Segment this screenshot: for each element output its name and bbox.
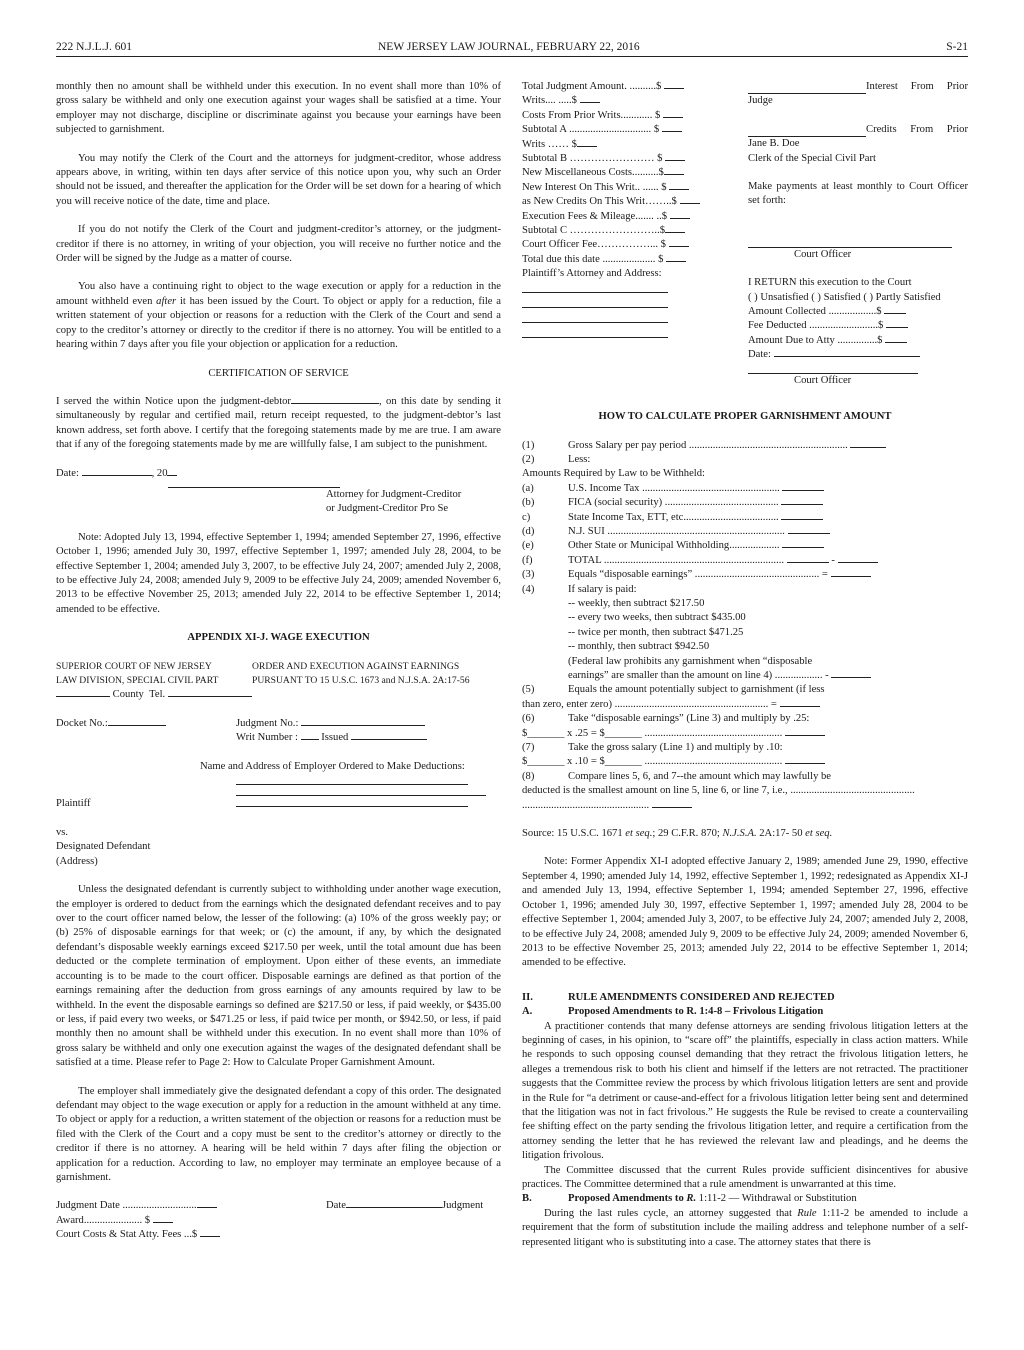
subsection-heading: A. Proposed Amendments to R. 1:4-8 – Frivolous Litigation <box>522 1006 824 1018</box>
county-line: County Tel. <box>56 688 501 702</box>
issued-label: Issued <box>321 732 349 744</box>
date-label: Date <box>326 1200 346 1212</box>
judgment-label: Judgment <box>442 1200 484 1212</box>
paragraph: The employer shall immediately give the designated defendant a copy of this order. The designated defendant may object to the wage execution or apply for a reduction in the amount withheld at any time. To object or apply for a reduction, a written statement of the objection or reasons for a reduction must be filed with the Clerk of the Court and a copy must be sent to the creditor’s attorney or directly to the creditor if there is no attorney. A hearing will be held within 7 days after filing the objection or application for a reduction. According to law, no employer may terminate an employee because of a garnishment. <box>56 1085 501 1183</box>
paragraph: If you do not notify the Clerk of the Court and judgment-creditor’s attorney, or the judgment-creditor if there is no attorney, in writing of your objection, you will receive no further notice and the Order will be signed by the Judge as a matter of course. <box>56 224 501 265</box>
order-title: ORDER AND EXECUTION AGAINST EARNINGS <box>252 660 460 672</box>
court-name: SUPERIOR COURT OF NEW JERSEY <box>56 660 212 672</box>
calculation-steps: (1) Gross Salary per pay period ............................................................ (2) Less: Amounts Required by Law to be Withheld: (a) U.S. Income Tax .................................................... (b) FICA (social security) ........................................... c) State Income Tax, ETT, etc.................................... (d) N.J. SUI ................................................................... (e) Other State or Municipal Withholding................... (f) TOTAL .................................................................... - (3) Equals “disposable earnings” ............................................... = (4) If salary is paid: -- weekly, then subtract $217.50 -- every two weeks, then subtract $435.00 -- twice per month, then subtract $471.25 -- monthly, then subtract $942.50 (Federal law prohibits any garnishment when “disposable earnings” are smaller than the amount on line 4) .................. - (5) Equals the amount potentially subject to garnishment (if less than zero, enter zero) .......................................................... = (6) Take “disposable earnings” (Line 3) and multiply by .25: $_______ x .25 = $_______ .................................................... (7) Take the gross salary (Line 1) and multiply by .10: $_______ x .10 = $_______ .................................................... (8) Compare lines 5, 6, and 7--the amount which may lawfully be deducted is the smallest amount on line 5, line 6, or line 7, i.e., ............................................... ................................................ <box>522 439 968 814</box>
date-line: Date: , 20 <box>56 467 501 481</box>
employer-label: Name and Address of Employer Ordered to Make Deductions: <box>200 760 465 772</box>
paragraph: A practitioner contends that many defense attorneys are sending frivolous litigation letters at the beginning of cases, in his opinion, to “scare off” the plaintiffs, especially in class action matters. While he responds to such opposing counsel demanding that they retract the frivolous litigation letters, he alleges a tremendous risk to both his client and himself if the letters are not retracted. The practitioner suggests that the Committee review the process by which frivolous litigation letters are sent and provide in the Rule for “a detriment or cause-and-effect for a frivolous litigation letter being sent and determined that the litigation was not in fact frivolous.” He suggests the Rule be revised to create a countervailing fee shifting effect on the party sending the frivolous litigation letter, and require a certification from the attorney sending the letter that he has reviewed the relevant law and pleadings, and he deems the litigation frivolous. <box>522 1020 968 1162</box>
officer-block <box>748 80 968 388</box>
amendment-note: Note: Former Appendix XI-I adopted effective January 2, 1989; amended June 29, 1990, effective September 4, 1990; amended July 14, 1992, effective September 1, 1992; redesignated as Appendix XI-J and amended July 13, 1994, effective September 1, 1994; amended September 27, 1996, effective October 1, 1996; amended July 30, 1997, effective September 1, 1997; amended July 28, 2004 to be effective September 1, 2004; amended July 3, 2007, to be effective July 24, 2007; amended July 2, 2008, to be effective July 24, 2008; amended July 9, 2009 to be effective July 24, 2009; amended November 6, 2013 to be effective November 25, 2013; amended July 22, 2014 to be effective September 1, 2014; amended to be effective. <box>522 856 968 969</box>
interest-label: Interest From Prior <box>866 81 968 92</box>
certification-title: CERTIFICATION OF SERVICE <box>208 367 349 379</box>
court-division: LAW DIVISION, SPECIAL CIVIL PART <box>56 675 219 686</box>
paragraph: The Committee discussed that the current Rules provide sufficient disincentives for abusive practices. The Committee determined that a rule amendment is unwarranted at this time. <box>522 1164 968 1190</box>
amendment-note: Note: Adopted July 13, 1994, effective September 1, 1994; amended September 27, 1996, effective October 1, 1996; amended July 30, 1997, effective September 1, 1997; amended July 28, 2004, to be effective September 1, 2004; amended July 3, 2007, to be effective July 24, 2007; amended July 2, 2008, to be effective July 24, 2008; amended July 9, 2009 to be effective July 24, 2009; amended November 6, 2013 to be effective November 25, 2013; amended July 22, 2014 to be effective September 1, 2014; amended to be effective. <box>56 531 501 615</box>
attorney-signature-label: Attorney for Judgment-Creditor <box>326 488 462 500</box>
left-column <box>56 80 501 1243</box>
judge-label: Judge <box>748 95 773 107</box>
amounts-withheld-label: Amounts Required by Law to be Withheld: <box>522 468 705 480</box>
docket-block <box>56 717 501 746</box>
judgment-date-label: Judgment Date ............................ <box>56 1200 197 1212</box>
satisfaction-status: ( ) Unsatisfied ( ) Satisfied ( ) Partly Satisfied <box>748 291 941 303</box>
fee-deducted-label: Fee Deducted ..........................$ <box>748 320 884 332</box>
paragraph: During the last rules cycle, an attorney suggested that Rule 1:11-2 be amended to include a requirement that the form of substitution include the mailing address and telephone number of a self-represented litigant who is substituting into a case. The attorney states that there is <box>522 1207 968 1248</box>
return-label: I RETURN this execution to the Court <box>748 277 912 289</box>
credits-label: Credits From Prior <box>866 123 968 135</box>
address-label: (Address) <box>56 855 98 867</box>
subsection-heading: B. Proposed Amendments to R. 1:11-2 — Withdrawal or Substitution <box>522 1193 857 1205</box>
payment-instructions: Make payments at least monthly to Court Officer set forth: <box>748 181 968 207</box>
court-officer-label: Court Officer <box>794 374 852 386</box>
writ-number-label: Writ Number : <box>236 732 298 744</box>
judgment-summary <box>56 1199 501 1242</box>
docket-label: Docket No.: <box>56 717 108 729</box>
paragraph: You may notify the Clerk of the Court and the attorneys for judgment-creditor, whose address appears above, in writing, within ten days after service of this notice upon you, why such an Order should not be issued, and thereafter the application for the Order will be set down for a hearing of which you will receive notice of the date, time and place. <box>56 152 501 207</box>
paragraph: Unless the designated defendant is currently subject to withholding under another wage execution, the employer is ordered to deduct from the earnings which the designated defendant receives and to pay over to the court officer named below, the lesser of the following: (a) 10% of the gross weekly pay; or (b) 25% of disposable earnings for that week; or (c) the amount, if any, by which the designated defendant’s disposable weekly earnings exceed $217.50 per week, until the total amount due has been deducted or the complete termination of employment. Upon either of these events, an immediate accounting is to be made to the court officer. Disposable earnings are defined as that portion of the earnings remaining after the deduction from gross earnings of any amounts required by law to be withheld. In the event the disposable earnings so defined are $217.50 or less, if paid weekly, or $435.00 or less, if paid every two weeks, or $471.25 or less, if paid twice per month, or $942.50, or less, if paid monthly then no amount shall be withheld under this execution. In no event shall more than 10% of gross salary be withheld and only one execution against the wages of the designated defendant shall be satisfied at a time. Please refer to Page 2: How to Calculate Proper Garnishment Amount. <box>56 884 501 1069</box>
attorney-signature-label: or Judgment-Creditor Pro Se <box>326 503 449 515</box>
clerk-title: Clerk of the Special Civil Part <box>748 152 876 164</box>
amount-collected-label: Amount Collected ..................$ <box>748 306 882 318</box>
court-costs-label: Court Costs & Stat Atty. Fees ...$ <box>56 1229 198 1241</box>
court-caption <box>56 660 501 689</box>
header-page-number: S-21 <box>946 41 968 53</box>
amount-due-label: Amount Due to Atty ...............$ <box>748 334 883 346</box>
paragraph: You also have a continuing right to object to the wage execution or apply for a reduction in the amount withheld even after it has been issued by the Court. To object or apply for a reduction, file a written statement of your objection or reasons for a reduction with the Clerk of the Court and send a copy to the creditor’s attorney or directly to the creditor if there is no attorney. You will be entitled to a hearing within 7 days after you file your objection or application for a reduction. <box>56 281 501 351</box>
certification-text: I served the within Notice upon the judgment-debtor , on this date by sending it simultaneously by regular and certified mail, return receipt requested, to the judgment-debtor’s last known address, set forth above. I certify that the foregoing statements made by me are true. I am aware that if any of the foregoing statements made by me are willfully false, I am subject to the punishment. <box>56 395 501 451</box>
judgment-number-label: Judgment No.: <box>236 717 299 729</box>
appendix-title: APPENDIX XI-J. WAGE EXECUTION <box>187 632 370 644</box>
versus: vs. <box>56 827 69 839</box>
section-heading: II. RULE AMENDMENTS CONSIDERED AND REJECTED <box>522 991 835 1003</box>
calculation-title: HOW TO CALCULATE PROPER GARNISHMENT AMOUNT <box>598 411 892 423</box>
defendant-label: Designated Defendant <box>56 841 151 853</box>
order-statute: PURSUANT TO 15 U.S.C. 1673 and N.J.S.A. 2A:17-56 <box>252 675 470 686</box>
court-officer-label: Court Officer <box>794 248 852 260</box>
ledger-list: Total Judgment Amount. ..........$ Writs.... .....$ Costs From Prior Writs............ $ Subtotal A ............................... $ Writs …… $ Subtotal B …………………… $ New Miscellaneous Costs..........$ New Interest On This Writ.. ...... $ as New Credits On This Writ……..$ Execution Fees & Mileage....... ..$ Subtotal C ……………………..$ Court Officer Fee……………... $ Total due this date .................... $ Plaintiff’s Attorney and Address: <box>522 80 748 388</box>
source-citation: Source: 15 U.S.C. 1671 et seq.; 29 C.F.R. 870; N.J.S.A. 2A:17- 50 et seq. <box>522 828 833 840</box>
award-label: Award...................... $ <box>56 1214 151 1226</box>
right-column <box>522 80 968 1250</box>
date-label: Date: <box>748 349 771 361</box>
execution-ledger <box>522 80 968 388</box>
paragraph: monthly then no amount shall be withheld under this execution. In no event shall more than 10% of gross salary be withheld and only one execution against your wages shall be satisfied at a time. Your employer may not discharge, discipline or discriminate against you because your earnings have been subjected to garnishment. <box>56 81 501 136</box>
header-citation: 222 N.J.L.J. 601 <box>56 41 133 53</box>
clerk-name: Jane B. Doe <box>748 138 800 150</box>
header-journal-title: NEW JERSEY LAW JOURNAL, FEBRUARY 22, 2016 <box>378 41 640 53</box>
plaintiff-label: Plaintiff <box>56 798 91 810</box>
running-header <box>56 40 968 57</box>
